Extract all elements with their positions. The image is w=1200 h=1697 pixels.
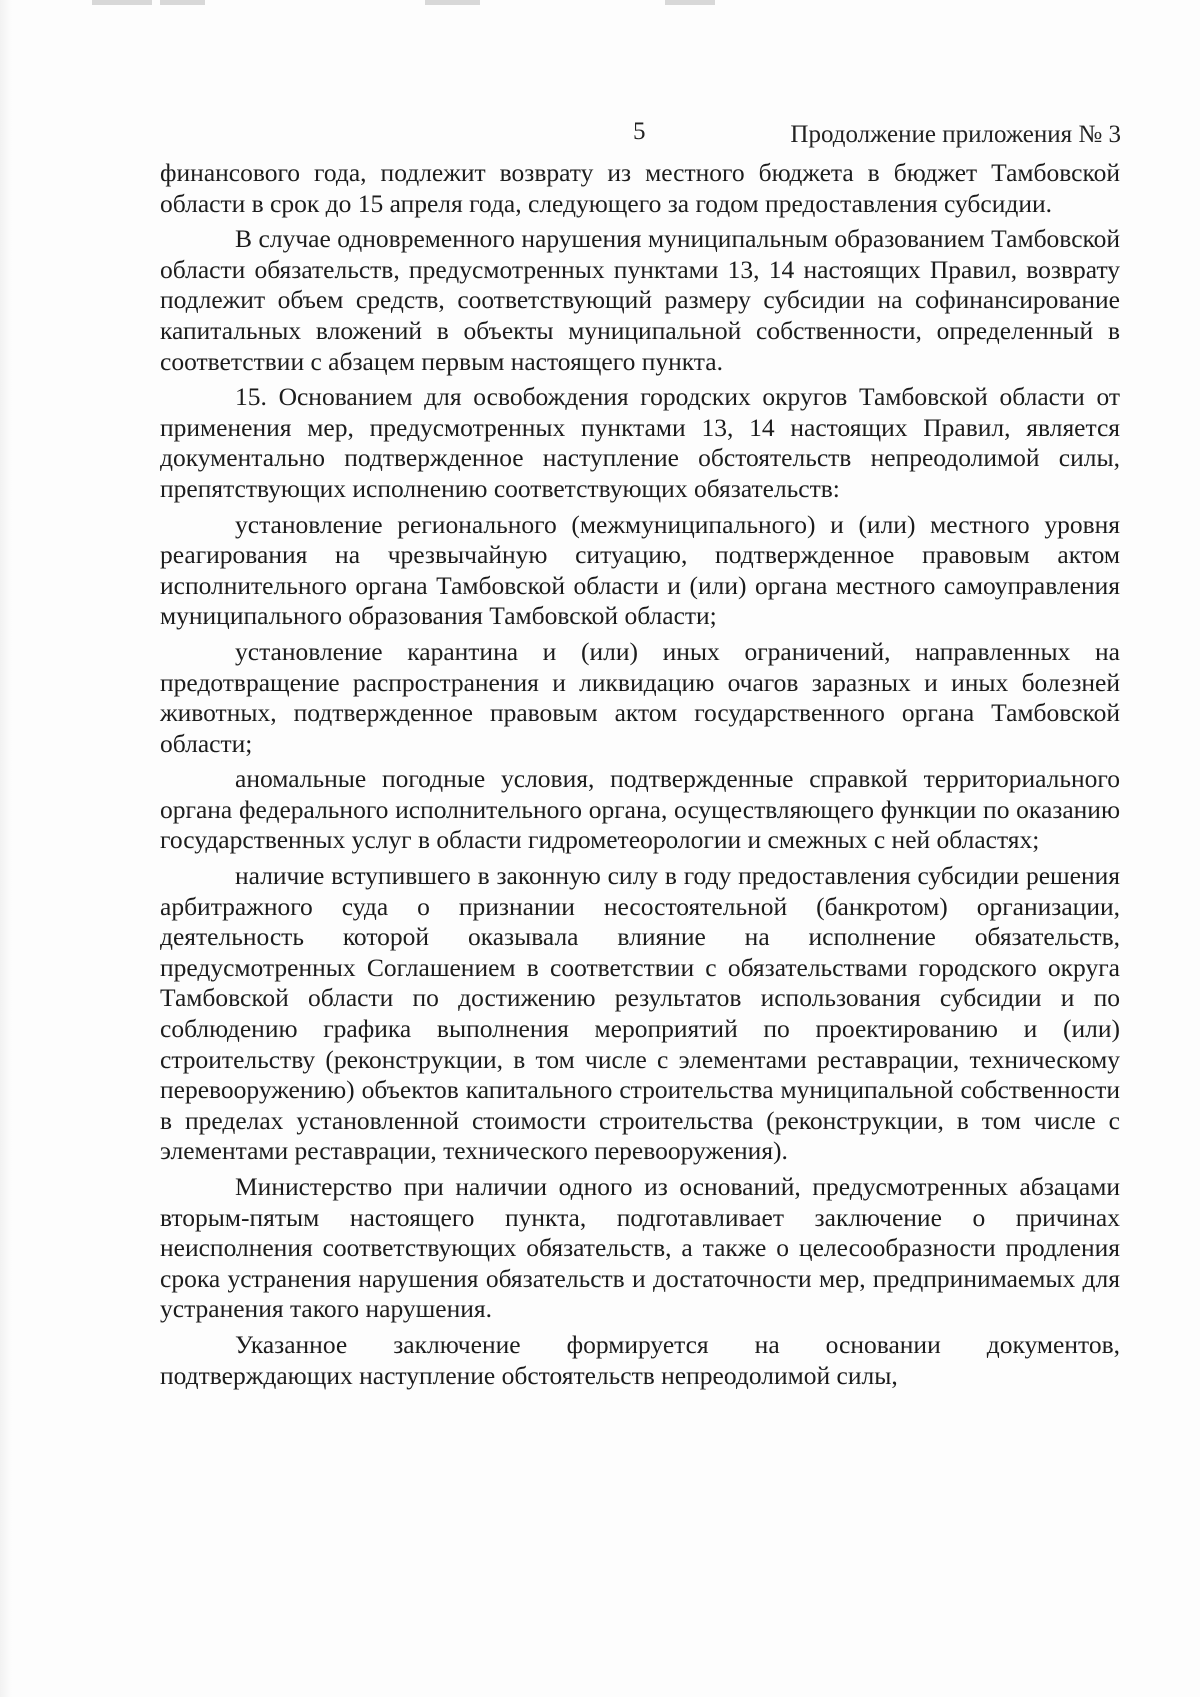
document-body	[160, 158, 1120, 1396]
paragraph: аномальные погодные условия, подтвержденные справкой территориального органа федерального исполнительного органа, осуществляющего функции по оказанию государственных услуг в области гидрометеорологии и смежных с ней областях;	[160, 764, 1120, 855]
paragraph: 15. Основанием для освобождения городских округов Тамбовской области от применения мер, предусмотренных пунктами 13, 14 настоящих Правил, является документально подтвержденное наступление обстоятельств непреодолимой силы, препятствующих исполнению соответствующих обязательств:	[160, 382, 1120, 503]
paragraph: наличие вступившего в законную силу в году предоставления субсидии решения арбитражного суда о признании несостоятельной (банкротом) организации, деятельность которой оказывала влияние на исполнение обязательств, предусмотренных Соглашением в соответствии с обязательствами городского округа Тамбовской области по достижению результатов использования субсидии и по соблюдению графика выполнения мероприятий по проектированию и (или) строительству (реконструкции, в том числе с элементами реставрации, техническому перевооружению) объектов капитального строительства муниципальной собственности в пределах установленной стоимости строительства (реконструкции, в том числе с элементами реставрации, технического перевооружения).	[160, 861, 1120, 1166]
paragraph: Министерство при наличии одного из оснований, предусмотренных абзацами вторым-пятым настоящего пункта, подготавливает заключение о причинах неисполнения соответствующих обязательств, а также о целесообразности продления срока устранения нарушения обязательств и достаточности мер, предпринимаемых для устранения такого нарушения.	[160, 1172, 1120, 1324]
paragraph: В случае одновременного нарушения муниципальным образованием Тамбовской области обязательств, предусмотренных пунктами 13, 14 настоящих Правил, возврату подлежит объем средств, соответствующий размеру субсидии на софинансирование капитальных вложений в объекты муниципальной собственности, определенный в соответствии с абзацем первым настоящего пункта.	[160, 224, 1120, 376]
scan-artifact	[92, 0, 152, 5]
scan-artifact	[160, 0, 205, 5]
scan-artifact	[425, 0, 480, 5]
paragraph: установление регионального (межмуниципального) и (или) местного уровня реагирования на чрезвычайную ситуацию, подтвержденное правовым актом исполнительного органа Тамбовской области и (или) органа местного самоуправления муниципального образования Тамбовской области;	[160, 509, 1120, 631]
paragraph: установление карантина и (или) иных ограничений, направленных на предотвращение распространения и ликвидацию очагов заразных и иных болезней животных, подтвержденное правовым актом государственного органа Тамбовской области;	[160, 636, 1120, 758]
scan-edge-shadow	[0, 0, 12, 1697]
paragraph: финансового года, подлежит возврату из местного бюджета в бюджет Тамбовской области в срок до 15 апреля года, следующего за годом предоставления субсидии.	[160, 158, 1120, 218]
page-number: 5	[633, 118, 646, 145]
page-header	[0, 118, 1200, 152]
scan-artifact	[665, 0, 715, 5]
appendix-continuation-label: Продолжение приложения № 3	[790, 121, 1121, 148]
paragraph: Указанное заключение формируется на основании документов, подтверждающих наступление обстоятельств непреодолимой силы,	[160, 1329, 1120, 1390]
